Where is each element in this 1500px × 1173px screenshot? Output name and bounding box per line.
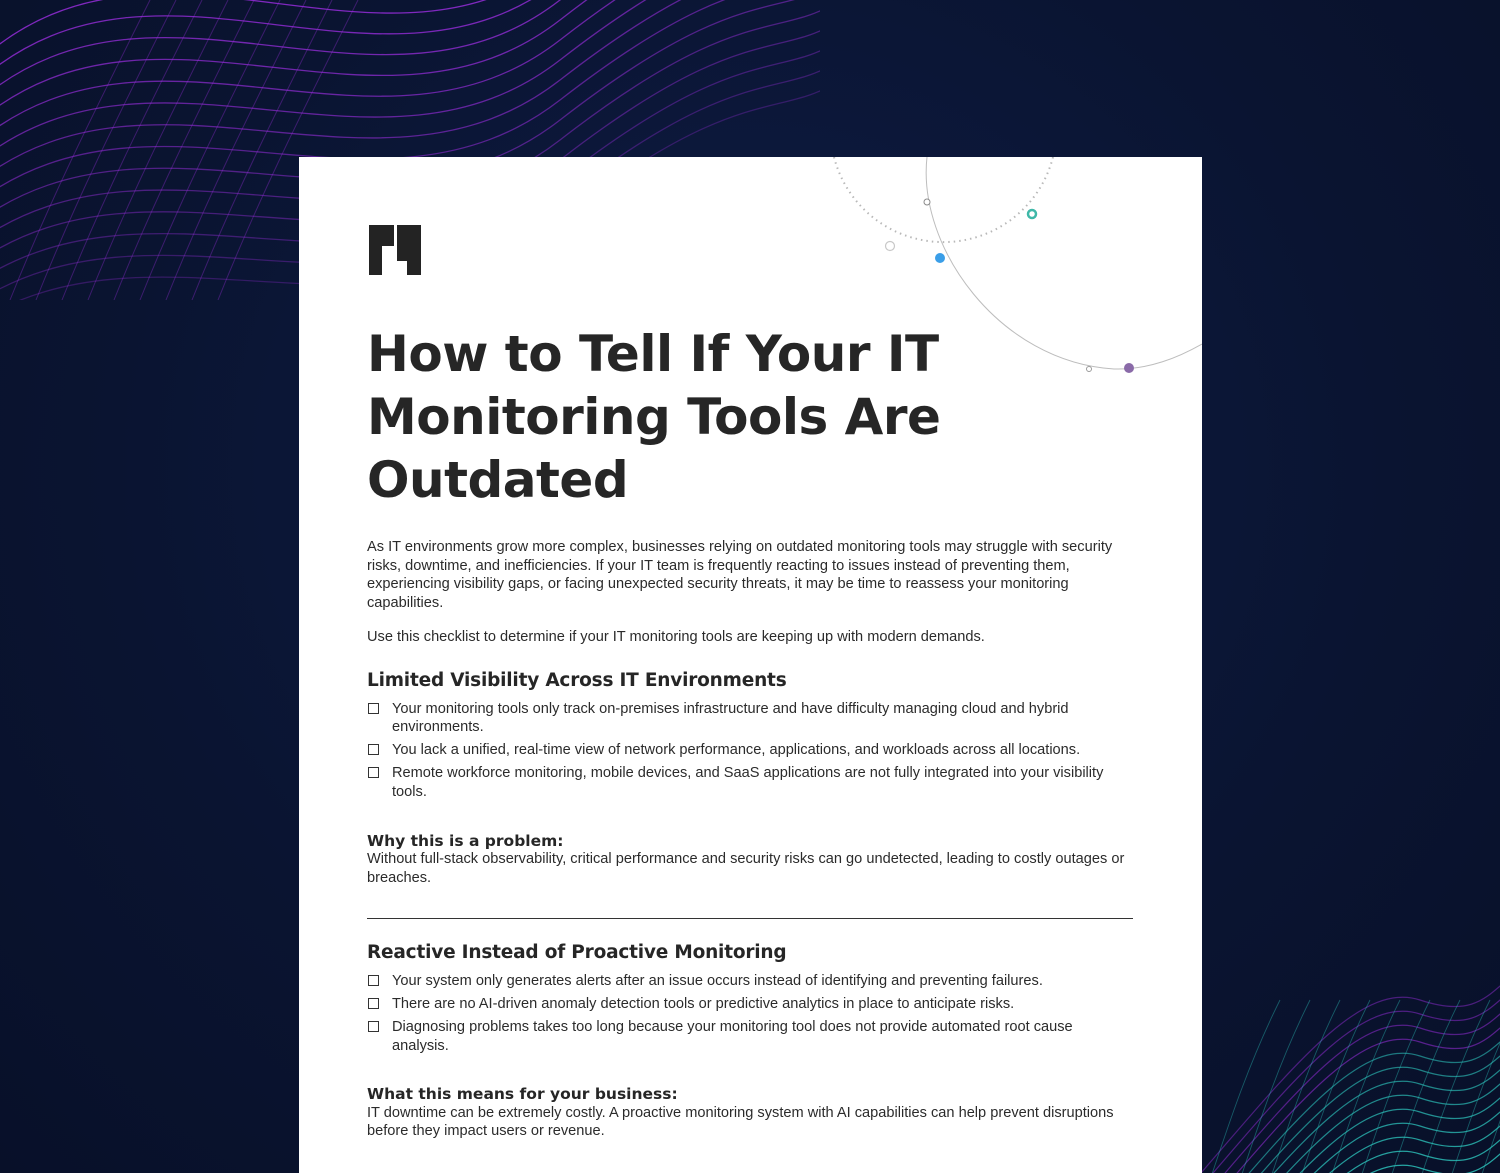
checklist (367, 972, 1133, 1055)
checklist-item-text: Your system only generates alerts after an issue occurs instead of identifying and preventing failures. (392, 972, 1043, 989)
document-content (367, 538, 1133, 1141)
section-divider (367, 918, 1133, 919)
checkbox-icon[interactable] (368, 998, 379, 1009)
orbit-hollow-dot-bottom (1087, 367, 1092, 372)
problem-text: Without full-stack observability, critical performance and security risks can go undetected, leading to costly outages or breaches. (367, 851, 1125, 886)
checklist-item-text: Diagnosing problems takes too long because your monitoring tool does not provide automated root cause analysis. (392, 1019, 1073, 1054)
page-title: How to Tell If Your IT Monitoring Tools Are Outdated (367, 325, 941, 509)
checklist-item-text: Remote workforce monitoring, mobile devices, and SaaS applications are not fully integrated into your visibility tools. (392, 765, 1104, 800)
orbit-dotted-arc (834, 157, 1053, 242)
wave-line (1195, 970, 1500, 1173)
checklist (367, 700, 1133, 802)
checkbox-icon[interactable] (368, 975, 379, 986)
section-reactive-monitoring (367, 944, 1133, 1141)
wave-line (1195, 1096, 1500, 1173)
wave-line (1195, 1068, 1500, 1173)
checklist-item (367, 972, 1133, 991)
company-logo-icon (369, 225, 423, 275)
checkbox-icon[interactable] (368, 1021, 379, 1032)
checklist-item-text: Your monitoring tools only track on-premises infrastructure and have difficulty managing cloud and hybrid environments. (392, 700, 1069, 736)
problem-heading: Why this is a problem: (367, 831, 564, 850)
orbit-purple-dot (1124, 363, 1134, 373)
orbit-teal-ring (1028, 210, 1036, 218)
wave-cross-line (1240, 1000, 1310, 1173)
orbit-blue-dot (935, 253, 945, 263)
intro-paragraph: As IT environments grow more complex, businesses relying on outdated monitoring tools may struggle with security risks, downtime, and inefficiencies. If your IT team is frequently reacting to issues instead of preventing them, experiencing visibility gaps, or facing unexpected security threats, it may be time to reassess your monitoring capabilities. (367, 539, 1113, 611)
problem-text: IT downtime can be extremely costly. A proactive monitoring system with AI capabilities can help prevent disruptions before they impact users or revenue. (367, 1104, 1114, 1140)
orbit-hollow-dot-small (924, 199, 930, 205)
checkbox-icon[interactable] (368, 703, 379, 714)
wave-cross-line (1270, 1000, 1340, 1173)
checklist-item (367, 700, 1133, 737)
checkbox-icon[interactable] (368, 767, 379, 778)
checklist-item-text: There are no AI-driven anomaly detection tools or predictive analytics in place to anticipate risks. (392, 996, 1015, 1012)
instruction-paragraph: Use this checklist to determine if your IT monitoring tools are keeping up with modern demands. (367, 629, 985, 646)
wave-cross-line (1390, 1000, 1460, 1173)
section-limited-visibility (367, 669, 1133, 887)
checklist-item (367, 741, 1133, 760)
wave-cross-line (1210, 1000, 1280, 1173)
document-page (299, 157, 1202, 1173)
section-heading: Limited Visibility Across IT Environments (367, 669, 787, 691)
wave-line (1195, 1040, 1500, 1173)
checklist-item (367, 1018, 1133, 1055)
section-heading: Reactive Instead of Proactive Monitoring (367, 942, 787, 964)
checklist-item (367, 995, 1133, 1014)
checklist-item (367, 764, 1133, 801)
orbit-hollow-dot-gray (886, 242, 895, 251)
checklist-item-text: You lack a unified, real-time view of network performance, applications, and workloads across all locations. (392, 742, 1081, 759)
checkbox-icon[interactable] (368, 744, 379, 755)
wave-cross-line (1330, 1000, 1400, 1173)
problem-heading: What this means for your business: (367, 1085, 678, 1104)
